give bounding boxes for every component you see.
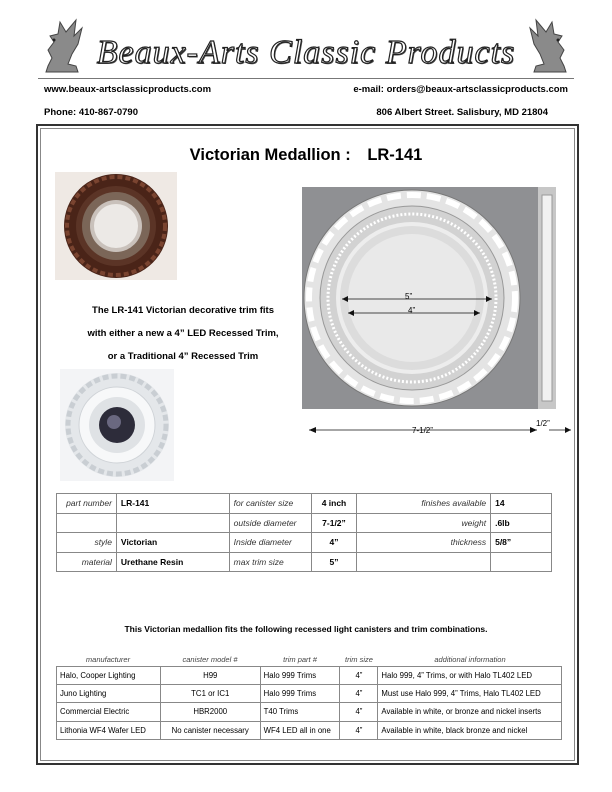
material-value: Urethane Resin (116, 552, 229, 572)
compatibility-note: This Victorian medallion fits the following recessed light canisters and trim combinations. (124, 624, 488, 634)
table-row (57, 552, 552, 572)
inner-diameter-label: 4” (408, 306, 416, 315)
cell-size: 4” (340, 667, 378, 685)
bronze-medallion-photo (55, 172, 177, 280)
right-griffin-ornament (526, 14, 574, 74)
white-medallion-photo (60, 369, 174, 481)
brand-logo-text: Beaux-Arts Classic Products (96, 34, 516, 71)
canister-value: 4 inch (311, 494, 357, 514)
description-line-3: or a Traditional 4” Recessed Trim (107, 351, 259, 362)
left-griffin-ornament (38, 14, 86, 74)
cell-canister: H99 (160, 667, 260, 685)
email-link[interactable]: e-mail: orders@beaux-artsclassicproducts.com (353, 84, 568, 95)
col-header-trim-part: trim part # (283, 655, 317, 664)
material-label: material (57, 552, 117, 572)
thickness-spec-label: thickness (357, 533, 491, 553)
outside-diameter-label: outside diameter (229, 513, 311, 533)
col-header-additional: additional information (434, 655, 506, 664)
table-row (57, 667, 562, 685)
cell-size: 4” (340, 703, 378, 721)
website-link[interactable]: www.beaux-artsclassicproducts.com (44, 84, 212, 95)
product-code: LR-141 (367, 146, 423, 164)
page-title (0, 146, 612, 165)
cell-trim: WF4 LED all in one (260, 721, 340, 739)
overall-dimension-line (307, 424, 573, 436)
part-number-value: LR-141 (116, 494, 229, 514)
inside-diameter-value: 4” (311, 533, 357, 553)
table-row (57, 494, 552, 514)
description-line-1: The LR-141 Victorian decorative trim fits (92, 305, 274, 316)
max-trim-value: 5” (311, 552, 357, 572)
cell-info: Available in white, or bronze and nickel inserts (378, 703, 562, 721)
cell-manufacturer: Commercial Electric (57, 703, 161, 721)
cell-manufacturer: Lithonia WF4 Wafer LED (57, 721, 161, 739)
cell-info: Must use Halo 999, 4” Trims, Halo TL402 LED (378, 685, 562, 703)
cell-canister: TC1 or IC1 (160, 685, 260, 703)
style-label: style (57, 533, 117, 553)
canister-label: for canister size (229, 494, 311, 514)
finishes-label: finishes available (357, 494, 491, 514)
style-value: Victorian (116, 533, 229, 553)
table-row (57, 513, 552, 533)
table-row (57, 703, 562, 721)
cell-trim: T40 Trims (260, 703, 340, 721)
col-header-manufacturer: manufacturer (85, 655, 131, 664)
cell-trim: Halo 999 Trims (260, 685, 340, 703)
phone-text: Phone: 410-867-0790 (44, 107, 138, 118)
cell-manufacturer: Juno Lighting (57, 685, 161, 703)
cell-canister: HBR2000 (160, 703, 260, 721)
max-trim-label: max trim size (229, 552, 311, 572)
col-header-canister: canister model # (182, 655, 238, 664)
product-title: Victorian Medallion : (189, 146, 351, 164)
inside-diameter-label: Inside diameter (229, 533, 311, 553)
address-text: 806 Albert Street. Salisbury, MD 21804 (376, 107, 548, 118)
description-line-2: with either a new a 4” LED Recessed Trim, (87, 328, 279, 339)
cell-manufacturer: Halo, Cooper Lighting (57, 667, 161, 685)
weight-label: weight (357, 513, 491, 533)
finishes-value: 14 (491, 494, 552, 514)
cell-size: 4” (340, 685, 378, 703)
compatibility-table (56, 666, 562, 740)
cell-canister: No canister necessary (160, 721, 260, 739)
outside-diameter-value: 7-1/2” (311, 513, 357, 533)
header-rule (38, 78, 574, 79)
cell-size: 4” (340, 721, 378, 739)
part-number-label: part number (57, 494, 117, 514)
cell-trim: Halo 999 Trims (260, 667, 340, 685)
medallion-dimension-drawing (302, 187, 560, 409)
cell-info: Halo 999, 4” Trims, or with Halo TL402 LED (378, 667, 562, 685)
table-row (57, 685, 562, 703)
col-header-trim-size: trim size (345, 655, 373, 664)
table-row (57, 721, 562, 739)
cell-info: Available in white, black bronze and nickel (378, 721, 562, 739)
thickness-label: 1/2” (536, 419, 550, 428)
thickness-spec-value: 5/8” (491, 533, 552, 553)
outer-inside-diameter-label: 5” (405, 292, 413, 301)
overall-width-label: 7-1/2” (412, 426, 433, 435)
spec-table (56, 493, 552, 572)
weight-value: .6lb (491, 513, 552, 533)
table-row (57, 533, 552, 553)
